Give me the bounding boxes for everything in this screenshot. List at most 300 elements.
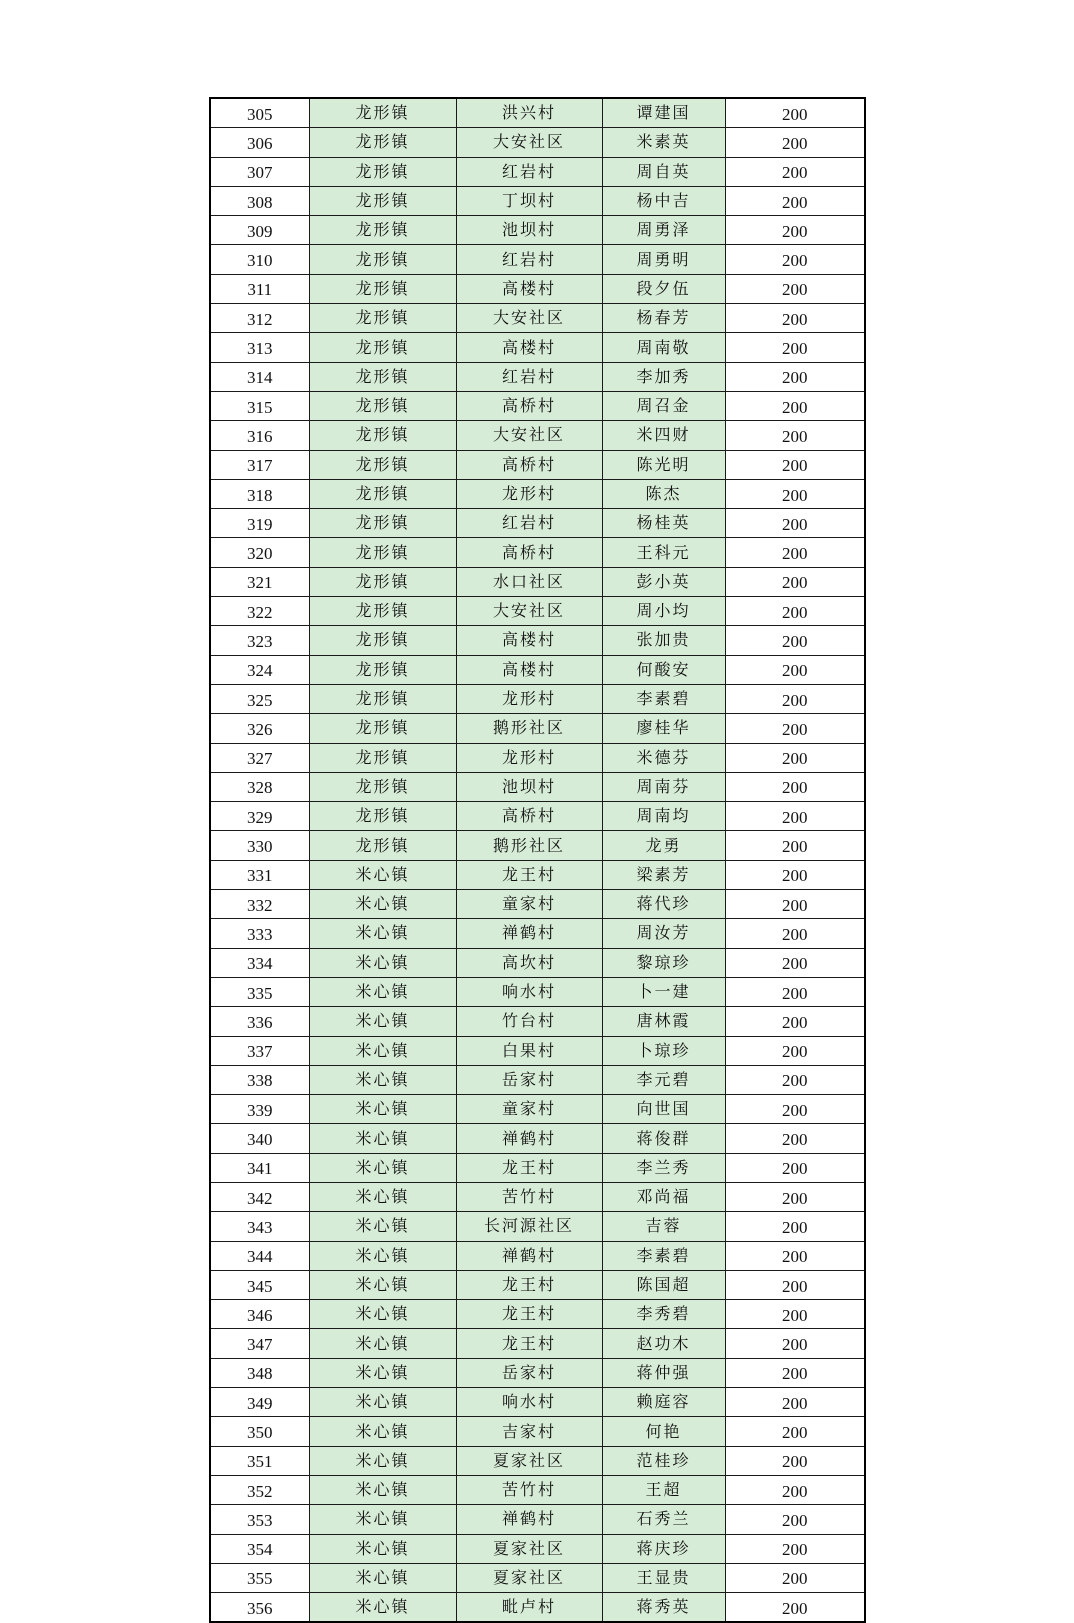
name-cell: 周召金	[602, 391, 725, 420]
town-cell: 龙形镇	[309, 743, 456, 772]
table-row	[210, 1563, 865, 1592]
name-cell: 黎琼珍	[602, 948, 725, 977]
amount-cell: 200	[725, 919, 865, 948]
table-row	[210, 391, 865, 420]
amount-cell: 200	[725, 1300, 865, 1329]
name-cell: 吉蓉	[602, 1212, 725, 1241]
amount-cell: 200	[725, 333, 865, 362]
name-cell: 王科元	[602, 538, 725, 567]
town-cell: 龙形镇	[309, 567, 456, 596]
table-row	[210, 304, 865, 333]
town-cell: 龙形镇	[309, 509, 456, 538]
amount-cell: 200	[725, 1065, 865, 1094]
name-cell: 赖庭容	[602, 1388, 725, 1417]
village-cell: 红岩村	[456, 509, 602, 538]
name-cell: 陈杰	[602, 479, 725, 508]
village-cell: 禅鹤村	[456, 1241, 602, 1270]
row-number: 356	[210, 1593, 309, 1623]
village-cell: 大安社区	[456, 421, 602, 450]
amount-cell: 200	[725, 1124, 865, 1153]
row-number: 337	[210, 1036, 309, 1065]
table-row	[210, 1065, 865, 1094]
village-cell: 夏家社区	[456, 1563, 602, 1592]
village-cell: 高桥村	[456, 450, 602, 479]
amount-cell: 200	[725, 1417, 865, 1446]
village-cell: 长河源社区	[456, 1212, 602, 1241]
amount-cell: 200	[725, 1095, 865, 1124]
amount-cell: 200	[725, 421, 865, 450]
row-number: 313	[210, 333, 309, 362]
town-cell: 米心镇	[309, 1358, 456, 1387]
village-cell: 高楼村	[456, 626, 602, 655]
table-row	[210, 1593, 865, 1623]
table-row	[210, 1388, 865, 1417]
village-cell: 高桥村	[456, 802, 602, 831]
town-cell: 米心镇	[309, 1475, 456, 1504]
village-cell: 大安社区	[456, 597, 602, 626]
row-number: 314	[210, 362, 309, 391]
row-number: 329	[210, 802, 309, 831]
amount-cell: 200	[725, 1534, 865, 1563]
name-cell: 蒋仲强	[602, 1358, 725, 1387]
village-cell: 高桥村	[456, 538, 602, 567]
amount-cell: 200	[725, 98, 865, 128]
row-number: 338	[210, 1065, 309, 1094]
amount-cell: 200	[725, 538, 865, 567]
row-number: 328	[210, 772, 309, 801]
name-cell: 周汝芳	[602, 919, 725, 948]
amount-cell: 200	[725, 450, 865, 479]
row-number: 323	[210, 626, 309, 655]
table-row	[210, 1036, 865, 1065]
table-row	[210, 1241, 865, 1270]
town-cell: 米心镇	[309, 1329, 456, 1358]
table-row	[210, 1153, 865, 1182]
town-cell: 米心镇	[309, 1505, 456, 1534]
town-cell: 龙形镇	[309, 655, 456, 684]
table-row	[210, 1475, 865, 1504]
row-number: 306	[210, 128, 309, 157]
table-row	[210, 626, 865, 655]
name-cell: 周南芬	[602, 772, 725, 801]
village-cell: 高楼村	[456, 333, 602, 362]
name-cell: 何艳	[602, 1417, 725, 1446]
town-cell: 米心镇	[309, 1095, 456, 1124]
village-cell: 禅鹤村	[456, 1124, 602, 1153]
amount-cell: 200	[725, 831, 865, 860]
name-cell: 向世国	[602, 1095, 725, 1124]
amount-cell: 200	[725, 1153, 865, 1182]
amount-cell: 200	[725, 157, 865, 186]
town-cell: 龙形镇	[309, 274, 456, 303]
row-number: 320	[210, 538, 309, 567]
table-row	[210, 333, 865, 362]
table-row	[210, 421, 865, 450]
town-cell: 米心镇	[309, 1124, 456, 1153]
table-row	[210, 655, 865, 684]
table-row	[210, 1124, 865, 1153]
amount-cell: 200	[725, 1036, 865, 1065]
town-cell: 龙形镇	[309, 391, 456, 420]
table-row	[210, 1095, 865, 1124]
row-number: 336	[210, 1007, 309, 1036]
amount-cell: 200	[725, 655, 865, 684]
village-cell: 龙形村	[456, 743, 602, 772]
village-cell: 高桥村	[456, 391, 602, 420]
amount-cell: 200	[725, 186, 865, 215]
amount-cell: 200	[725, 128, 865, 157]
name-cell: 周小均	[602, 597, 725, 626]
table-row	[210, 860, 865, 889]
amount-cell: 200	[725, 274, 865, 303]
village-cell: 龙王村	[456, 860, 602, 889]
row-number: 353	[210, 1505, 309, 1534]
village-cell: 白果村	[456, 1036, 602, 1065]
village-cell: 童家村	[456, 1095, 602, 1124]
amount-cell: 200	[725, 509, 865, 538]
name-cell: 范桂珍	[602, 1446, 725, 1475]
town-cell: 龙形镇	[309, 684, 456, 713]
town-cell: 米心镇	[309, 977, 456, 1006]
town-cell: 龙形镇	[309, 333, 456, 362]
village-cell: 龙形村	[456, 684, 602, 713]
row-number: 352	[210, 1475, 309, 1504]
table-row	[210, 684, 865, 713]
row-number: 350	[210, 1417, 309, 1446]
table-row	[210, 538, 865, 567]
name-cell: 李元碧	[602, 1065, 725, 1094]
table-row	[210, 450, 865, 479]
village-cell: 红岩村	[456, 362, 602, 391]
row-number: 333	[210, 919, 309, 948]
village-cell: 响水村	[456, 977, 602, 1006]
amount-cell: 200	[725, 391, 865, 420]
town-cell: 米心镇	[309, 1563, 456, 1592]
name-cell: 李加秀	[602, 362, 725, 391]
town-cell: 龙形镇	[309, 772, 456, 801]
table-row	[210, 948, 865, 977]
town-cell: 米心镇	[309, 1036, 456, 1065]
table-row	[210, 98, 865, 128]
town-cell: 龙形镇	[309, 626, 456, 655]
table-row	[210, 743, 865, 772]
row-number: 342	[210, 1182, 309, 1211]
table-row	[210, 802, 865, 831]
name-cell: 王显贵	[602, 1563, 725, 1592]
name-cell: 蒋秀英	[602, 1593, 725, 1623]
name-cell: 杨桂英	[602, 509, 725, 538]
town-cell: 米心镇	[309, 1534, 456, 1563]
name-cell: 龙勇	[602, 831, 725, 860]
table-row	[210, 714, 865, 743]
name-cell: 廖桂华	[602, 714, 725, 743]
name-cell: 卜琼珍	[602, 1036, 725, 1065]
town-cell: 米心镇	[309, 1212, 456, 1241]
village-cell: 吉家村	[456, 1417, 602, 1446]
village-cell: 苦竹村	[456, 1475, 602, 1504]
name-cell: 杨春芳	[602, 304, 725, 333]
table-row	[210, 831, 865, 860]
village-cell: 童家村	[456, 890, 602, 919]
table-row	[210, 772, 865, 801]
amount-cell: 200	[725, 1212, 865, 1241]
name-cell: 蒋代珍	[602, 890, 725, 919]
amount-cell: 200	[725, 216, 865, 245]
row-number: 349	[210, 1388, 309, 1417]
row-number: 312	[210, 304, 309, 333]
name-cell: 周自英	[602, 157, 725, 186]
table-row	[210, 1446, 865, 1475]
table-row	[210, 1300, 865, 1329]
town-cell: 龙形镇	[309, 421, 456, 450]
town-cell: 米心镇	[309, 1417, 456, 1446]
amount-cell: 200	[725, 304, 865, 333]
town-cell: 龙形镇	[309, 216, 456, 245]
name-cell: 唐林霞	[602, 1007, 725, 1036]
village-cell: 龙王村	[456, 1329, 602, 1358]
row-number: 348	[210, 1358, 309, 1387]
row-number: 346	[210, 1300, 309, 1329]
table-row	[210, 362, 865, 391]
town-cell: 米心镇	[309, 890, 456, 919]
village-cell: 龙王村	[456, 1153, 602, 1182]
village-cell: 池坝村	[456, 772, 602, 801]
row-number: 347	[210, 1329, 309, 1358]
table-row	[210, 245, 865, 274]
table-row	[210, 274, 865, 303]
roster-table	[209, 97, 866, 1623]
village-cell: 岳家村	[456, 1358, 602, 1387]
amount-cell: 200	[725, 714, 865, 743]
table-row	[210, 1182, 865, 1211]
amount-cell: 200	[725, 362, 865, 391]
town-cell: 米心镇	[309, 1065, 456, 1094]
village-cell: 大安社区	[456, 304, 602, 333]
row-number: 319	[210, 509, 309, 538]
village-cell: 鹅形社区	[456, 714, 602, 743]
row-number: 345	[210, 1270, 309, 1299]
row-number: 305	[210, 98, 309, 128]
roster-body	[210, 98, 865, 1622]
name-cell: 周南敬	[602, 333, 725, 362]
table-row	[210, 1007, 865, 1036]
row-number: 311	[210, 274, 309, 303]
village-cell: 毗卢村	[456, 1593, 602, 1623]
name-cell: 赵功木	[602, 1329, 725, 1358]
village-cell: 高坎村	[456, 948, 602, 977]
village-cell: 竹台村	[456, 1007, 602, 1036]
table-row	[210, 479, 865, 508]
name-cell: 米四财	[602, 421, 725, 450]
row-number: 308	[210, 186, 309, 215]
name-cell: 陈国超	[602, 1270, 725, 1299]
row-number: 343	[210, 1212, 309, 1241]
amount-cell: 200	[725, 1007, 865, 1036]
town-cell: 龙形镇	[309, 597, 456, 626]
amount-cell: 200	[725, 743, 865, 772]
row-number: 334	[210, 948, 309, 977]
amount-cell: 200	[725, 684, 865, 713]
village-cell: 洪兴村	[456, 98, 602, 128]
table-row	[210, 597, 865, 626]
town-cell: 龙形镇	[309, 362, 456, 391]
amount-cell: 200	[725, 1270, 865, 1299]
amount-cell: 200	[725, 1182, 865, 1211]
name-cell: 周勇泽	[602, 216, 725, 245]
name-cell: 卜一建	[602, 977, 725, 1006]
table-row	[210, 1358, 865, 1387]
village-cell: 龙形村	[456, 479, 602, 508]
table-row	[210, 157, 865, 186]
town-cell: 米心镇	[309, 948, 456, 977]
town-cell: 龙形镇	[309, 802, 456, 831]
name-cell: 周南均	[602, 802, 725, 831]
town-cell: 米心镇	[309, 1388, 456, 1417]
row-number: 355	[210, 1563, 309, 1592]
amount-cell: 200	[725, 1505, 865, 1534]
table-row	[210, 1212, 865, 1241]
village-cell: 岳家村	[456, 1065, 602, 1094]
table-row	[210, 216, 865, 245]
name-cell: 谭建国	[602, 98, 725, 128]
village-cell: 龙王村	[456, 1270, 602, 1299]
row-number: 332	[210, 890, 309, 919]
row-number: 331	[210, 860, 309, 889]
row-number: 327	[210, 743, 309, 772]
village-cell: 鹅形社区	[456, 831, 602, 860]
name-cell: 李兰秀	[602, 1153, 725, 1182]
table-row	[210, 128, 865, 157]
village-cell: 高楼村	[456, 274, 602, 303]
village-cell: 夏家社区	[456, 1446, 602, 1475]
amount-cell: 200	[725, 567, 865, 596]
table-row	[210, 1329, 865, 1358]
town-cell: 米心镇	[309, 1300, 456, 1329]
village-cell: 红岩村	[456, 157, 602, 186]
village-cell: 高楼村	[456, 655, 602, 684]
town-cell: 米心镇	[309, 919, 456, 948]
row-number: 315	[210, 391, 309, 420]
amount-cell: 200	[725, 245, 865, 274]
name-cell: 何酸安	[602, 655, 725, 684]
amount-cell: 200	[725, 597, 865, 626]
name-cell: 段夕伍	[602, 274, 725, 303]
village-cell: 龙王村	[456, 1300, 602, 1329]
town-cell: 龙形镇	[309, 479, 456, 508]
amount-cell: 200	[725, 977, 865, 1006]
name-cell: 米德芬	[602, 743, 725, 772]
row-number: 335	[210, 977, 309, 1006]
town-cell: 龙形镇	[309, 450, 456, 479]
row-number: 316	[210, 421, 309, 450]
amount-cell: 200	[725, 1446, 865, 1475]
amount-cell: 200	[725, 772, 865, 801]
town-cell: 龙形镇	[309, 186, 456, 215]
row-number: 309	[210, 216, 309, 245]
table-row	[210, 567, 865, 596]
row-number: 325	[210, 684, 309, 713]
town-cell: 龙形镇	[309, 304, 456, 333]
amount-cell: 200	[725, 1358, 865, 1387]
name-cell: 张加贵	[602, 626, 725, 655]
village-cell: 大安社区	[456, 128, 602, 157]
town-cell: 龙形镇	[309, 245, 456, 274]
table-row	[210, 509, 865, 538]
amount-cell: 200	[725, 860, 865, 889]
name-cell: 李素碧	[602, 1241, 725, 1270]
amount-cell: 200	[725, 1329, 865, 1358]
name-cell: 蒋俊群	[602, 1124, 725, 1153]
town-cell: 米心镇	[309, 1241, 456, 1270]
row-number: 318	[210, 479, 309, 508]
village-cell: 水口社区	[456, 567, 602, 596]
table-row	[210, 1534, 865, 1563]
village-cell: 苦竹村	[456, 1182, 602, 1211]
town-cell: 龙形镇	[309, 128, 456, 157]
village-cell: 池坝村	[456, 216, 602, 245]
town-cell: 米心镇	[309, 860, 456, 889]
row-number: 340	[210, 1124, 309, 1153]
table-row	[210, 1417, 865, 1446]
village-cell: 丁坝村	[456, 186, 602, 215]
amount-cell: 200	[725, 1388, 865, 1417]
town-cell: 米心镇	[309, 1270, 456, 1299]
name-cell: 彭小英	[602, 567, 725, 596]
name-cell: 蒋庆珍	[602, 1534, 725, 1563]
amount-cell: 200	[725, 1475, 865, 1504]
row-number: 326	[210, 714, 309, 743]
amount-cell: 200	[725, 1563, 865, 1592]
town-cell: 龙形镇	[309, 157, 456, 186]
table-row	[210, 890, 865, 919]
village-cell: 红岩村	[456, 245, 602, 274]
amount-cell: 200	[725, 626, 865, 655]
name-cell: 王超	[602, 1475, 725, 1504]
table-row	[210, 977, 865, 1006]
table-row	[210, 1270, 865, 1299]
table-row	[210, 1505, 865, 1534]
town-cell: 龙形镇	[309, 831, 456, 860]
row-number: 310	[210, 245, 309, 274]
town-cell: 米心镇	[309, 1446, 456, 1475]
row-number: 341	[210, 1153, 309, 1182]
row-number: 321	[210, 567, 309, 596]
town-cell: 龙形镇	[309, 98, 456, 128]
row-number: 317	[210, 450, 309, 479]
name-cell: 石秀兰	[602, 1505, 725, 1534]
town-cell: 龙形镇	[309, 714, 456, 743]
row-number: 339	[210, 1095, 309, 1124]
row-number: 344	[210, 1241, 309, 1270]
table-row	[210, 186, 865, 215]
row-number: 330	[210, 831, 309, 860]
name-cell: 周勇明	[602, 245, 725, 274]
amount-cell: 200	[725, 802, 865, 831]
row-number: 324	[210, 655, 309, 684]
amount-cell: 200	[725, 479, 865, 508]
town-cell: 米心镇	[309, 1593, 456, 1623]
village-cell: 响水村	[456, 1388, 602, 1417]
name-cell: 梁素芳	[602, 860, 725, 889]
village-cell: 夏家社区	[456, 1534, 602, 1563]
row-number: 322	[210, 597, 309, 626]
name-cell: 李素碧	[602, 684, 725, 713]
name-cell: 陈光明	[602, 450, 725, 479]
amount-cell: 200	[725, 1593, 865, 1623]
town-cell: 龙形镇	[309, 538, 456, 567]
village-cell: 禅鹤村	[456, 1505, 602, 1534]
name-cell: 邓尚福	[602, 1182, 725, 1211]
